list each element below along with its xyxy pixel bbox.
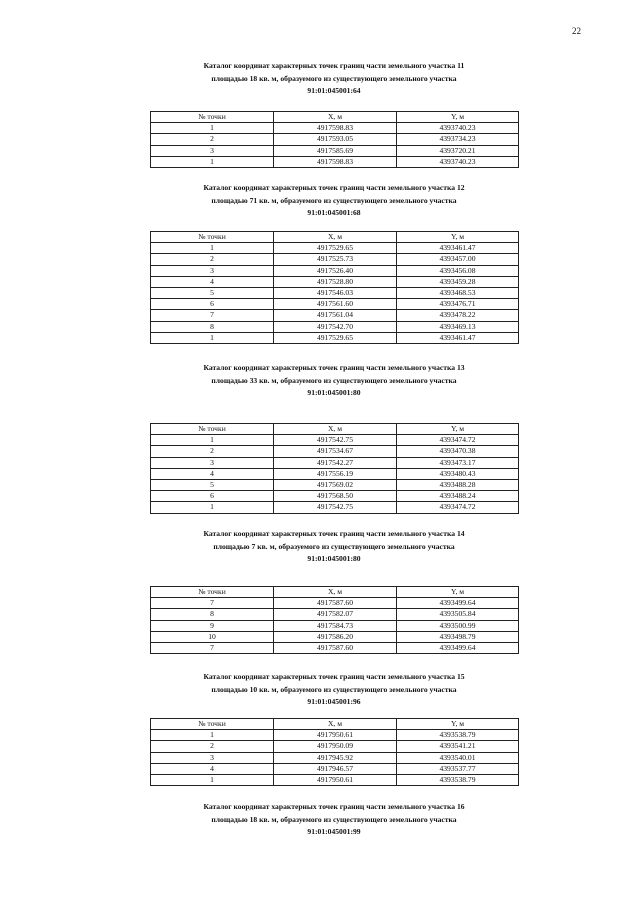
- y-coordinate-cell: 4393498.79: [397, 631, 519, 642]
- y-coordinate-cell: 4393740.23: [397, 156, 519, 167]
- x-coordinate-cell: 4917542.75: [274, 502, 397, 513]
- table-header-row: [151, 424, 519, 435]
- column-header: № точки: [151, 232, 274, 243]
- column-header: X, м: [274, 232, 397, 243]
- catalog-section: [150, 60, 518, 166]
- x-coordinate-cell: 4917587.60: [274, 598, 397, 609]
- point-number-cell: 8: [151, 321, 274, 332]
- table-row: [151, 254, 519, 265]
- point-number-cell: 4: [151, 763, 274, 774]
- catalog-title-line: Каталог координат характерных точек границ части земельного участка 16: [203, 802, 465, 811]
- column-header: Y, м: [397, 232, 519, 243]
- x-coordinate-cell: 4917586.20: [274, 631, 397, 642]
- y-coordinate-cell: 4393499.64: [397, 598, 519, 609]
- column-header: № точки: [151, 424, 274, 435]
- x-coordinate-cell: 4917542.27: [274, 457, 397, 468]
- table-row: [151, 435, 519, 446]
- x-coordinate-cell: 4917950.09: [274, 741, 397, 752]
- catalog-title-line: Каталог координат характерных точек границ части земельного участка 13: [203, 363, 465, 372]
- table-row: [151, 321, 519, 332]
- x-coordinate-cell: 4917561.04: [274, 310, 397, 321]
- table-row: [151, 631, 519, 642]
- column-header: Y, м: [397, 112, 519, 123]
- y-coordinate-cell: 4393470.38: [397, 446, 519, 457]
- page-number: 22: [572, 26, 581, 36]
- x-coordinate-cell: 4917526.40: [274, 265, 397, 276]
- table-row: [151, 123, 519, 134]
- table-row: [151, 299, 519, 310]
- catalog-title-line: 91:01:045001:96: [307, 697, 361, 706]
- x-coordinate-cell: 4917945.92: [274, 752, 397, 763]
- point-number-cell: 2: [151, 741, 274, 752]
- y-coordinate-cell: 4393541.21: [397, 741, 519, 752]
- catalog-title-line: 91:01:045001:64: [307, 86, 361, 95]
- table-row: [151, 502, 519, 513]
- x-coordinate-cell: 4917587.60: [274, 643, 397, 654]
- y-coordinate-cell: 4393499.64: [397, 643, 519, 654]
- table-row: [151, 598, 519, 609]
- catalog-section: [150, 362, 518, 512]
- coordinates-table: [150, 423, 519, 514]
- table-row: [151, 741, 519, 752]
- y-coordinate-cell: 4393457.00: [397, 254, 519, 265]
- catalog-title-line: площадью 10 кв. м, образуемого из существующего земельного участка: [211, 684, 457, 694]
- catalog-section: [150, 528, 518, 653]
- y-coordinate-cell: 4393500.99: [397, 620, 519, 631]
- point-number-cell: 2: [151, 446, 274, 457]
- table-row: [151, 775, 519, 786]
- catalog-section: [150, 182, 518, 342]
- y-coordinate-cell: 4393480.43: [397, 468, 519, 479]
- y-coordinate-cell: 4393734.23: [397, 134, 519, 145]
- point-number-cell: 1: [151, 435, 274, 446]
- point-number-cell: 2: [151, 134, 274, 145]
- point-number-cell: 1: [151, 775, 274, 786]
- catalog-title-line: Каталог координат характерных точек границ части земельного участка 11: [203, 61, 465, 70]
- catalog-title-line: площадью 18 кв. м, образуемого из существующего земельного участка: [211, 814, 457, 824]
- point-number-cell: 5: [151, 288, 274, 299]
- catalog-title-line: 91:01:045001:99: [307, 827, 361, 836]
- column-header: № точки: [151, 719, 274, 730]
- y-coordinate-cell: 4393474.72: [397, 435, 519, 446]
- y-coordinate-cell: 4393740.23: [397, 123, 519, 134]
- point-number-cell: 10: [151, 631, 274, 642]
- column-header: Y, м: [397, 587, 519, 598]
- table-row: [151, 134, 519, 145]
- point-number-cell: 4: [151, 276, 274, 287]
- x-coordinate-cell: 4917946.57: [274, 763, 397, 774]
- table-row: [151, 643, 519, 654]
- catalog-title: [140, 362, 528, 400]
- catalog-title-line: 91:01:045001:80: [307, 388, 361, 397]
- catalog-title: [140, 182, 528, 220]
- column-header: Y, м: [397, 424, 519, 435]
- x-coordinate-cell: 4917598.83: [274, 123, 397, 134]
- x-coordinate-cell: 4917582.07: [274, 609, 397, 620]
- column-header: X, м: [274, 112, 397, 123]
- catalog-title: [140, 60, 528, 98]
- y-coordinate-cell: 4393537.77: [397, 763, 519, 774]
- catalog-section: [150, 801, 518, 839]
- y-coordinate-cell: 4393540.01: [397, 752, 519, 763]
- y-coordinate-cell: 4393461.47: [397, 332, 519, 343]
- table-row: [151, 763, 519, 774]
- catalog-section: [150, 671, 518, 785]
- y-coordinate-cell: 4393468.53: [397, 288, 519, 299]
- table-row: [151, 730, 519, 741]
- table-header-row: [151, 719, 519, 730]
- point-number-cell: 4: [151, 468, 274, 479]
- table-header-row: [151, 112, 519, 123]
- column-header: X, м: [274, 587, 397, 598]
- coordinates-table: [150, 718, 519, 786]
- table-header-row: [151, 587, 519, 598]
- y-coordinate-cell: 4393505.84: [397, 609, 519, 620]
- point-number-cell: 2: [151, 254, 274, 265]
- point-number-cell: 1: [151, 156, 274, 167]
- y-coordinate-cell: 4393474.72: [397, 502, 519, 513]
- point-number-cell: 7: [151, 598, 274, 609]
- x-coordinate-cell: 4917556.19: [274, 468, 397, 479]
- table-row: [151, 620, 519, 631]
- table-row: [151, 468, 519, 479]
- table-row: [151, 446, 519, 457]
- catalog-title: [140, 801, 528, 839]
- column-header: X, м: [274, 424, 397, 435]
- catalog-title-line: Каталог координат характерных точек границ части земельного участка 14: [203, 529, 465, 538]
- point-number-cell: 3: [151, 145, 274, 156]
- y-coordinate-cell: 4393459.28: [397, 276, 519, 287]
- x-coordinate-cell: 4917528.80: [274, 276, 397, 287]
- coordinates-table: [150, 231, 519, 344]
- y-coordinate-cell: 4393456.08: [397, 265, 519, 276]
- point-number-cell: 1: [151, 123, 274, 134]
- table-row: [151, 457, 519, 468]
- catalog-title-line: площадью 71 кв. м, образуемого из существующего земельного участка: [211, 195, 457, 205]
- y-coordinate-cell: 4393488.28: [397, 480, 519, 491]
- catalog-title-line: Каталог координат характерных точек границ части земельного участка 15: [203, 672, 465, 681]
- table-row: [151, 752, 519, 763]
- point-number-cell: 6: [151, 491, 274, 502]
- column-header: № точки: [151, 587, 274, 598]
- point-number-cell: 1: [151, 730, 274, 741]
- x-coordinate-cell: 4917569.02: [274, 480, 397, 491]
- point-number-cell: 3: [151, 457, 274, 468]
- x-coordinate-cell: 4917542.70: [274, 321, 397, 332]
- table-row: [151, 265, 519, 276]
- point-number-cell: 1: [151, 502, 274, 513]
- y-coordinate-cell: 4393473.17: [397, 457, 519, 468]
- x-coordinate-cell: 4917542.75: [274, 435, 397, 446]
- column-header: Y, м: [397, 719, 519, 730]
- coordinates-table: [150, 586, 519, 654]
- x-coordinate-cell: 4917593.05: [274, 134, 397, 145]
- point-number-cell: 9: [151, 620, 274, 631]
- point-number-cell: 1: [151, 243, 274, 254]
- table-row: [151, 491, 519, 502]
- table-row: [151, 310, 519, 321]
- catalog-title-line: площадью 18 кв. м, образуемого из существующего земельного участка: [211, 73, 457, 83]
- column-header: № точки: [151, 112, 274, 123]
- x-coordinate-cell: 4917950.61: [274, 775, 397, 786]
- y-coordinate-cell: 4393478.22: [397, 310, 519, 321]
- x-coordinate-cell: 4917534.67: [274, 446, 397, 457]
- column-header: X, м: [274, 719, 397, 730]
- table-row: [151, 332, 519, 343]
- x-coordinate-cell: 4917585.69: [274, 145, 397, 156]
- x-coordinate-cell: 4917529.65: [274, 243, 397, 254]
- y-coordinate-cell: 4393720.21: [397, 145, 519, 156]
- y-coordinate-cell: 4393476.71: [397, 299, 519, 310]
- point-number-cell: 8: [151, 609, 274, 620]
- table-row: [151, 156, 519, 167]
- x-coordinate-cell: 4917950.61: [274, 730, 397, 741]
- y-coordinate-cell: 4393538.79: [397, 775, 519, 786]
- point-number-cell: 3: [151, 265, 274, 276]
- x-coordinate-cell: 4917525.73: [274, 254, 397, 265]
- table-row: [151, 288, 519, 299]
- catalog-title: [140, 528, 528, 566]
- table-header-row: [151, 232, 519, 243]
- y-coordinate-cell: 4393488.24: [397, 491, 519, 502]
- catalog-title-line: Каталог координат характерных точек границ части земельного участка 12: [203, 183, 465, 192]
- y-coordinate-cell: 4393469.13: [397, 321, 519, 332]
- point-number-cell: 1: [151, 332, 274, 343]
- point-number-cell: 7: [151, 643, 274, 654]
- table-row: [151, 480, 519, 491]
- table-row: [151, 145, 519, 156]
- table-row: [151, 243, 519, 254]
- point-number-cell: 3: [151, 752, 274, 763]
- catalog-title-line: площадью 33 кв. м, образуемого из существующего земельного участка: [211, 375, 457, 385]
- table-row: [151, 276, 519, 287]
- x-coordinate-cell: 4917546.03: [274, 288, 397, 299]
- catalog-title-line: площадью 7 кв. м, образуемого из существующего земельного участка: [213, 541, 455, 551]
- y-coordinate-cell: 4393461.47: [397, 243, 519, 254]
- table-row: [151, 609, 519, 620]
- x-coordinate-cell: 4917598.83: [274, 156, 397, 167]
- x-coordinate-cell: 4917561.60: [274, 299, 397, 310]
- coordinates-table: [150, 111, 519, 168]
- catalog-title-line: 91:01:045001:68: [307, 208, 361, 217]
- y-coordinate-cell: 4393538.79: [397, 730, 519, 741]
- x-coordinate-cell: 4917568.50: [274, 491, 397, 502]
- x-coordinate-cell: 4917529.65: [274, 332, 397, 343]
- point-number-cell: 6: [151, 299, 274, 310]
- point-number-cell: 7: [151, 310, 274, 321]
- x-coordinate-cell: 4917584.73: [274, 620, 397, 631]
- catalog-title-line: 91:01:045001:80: [307, 554, 361, 563]
- catalog-title: [140, 671, 528, 709]
- point-number-cell: 5: [151, 480, 274, 491]
